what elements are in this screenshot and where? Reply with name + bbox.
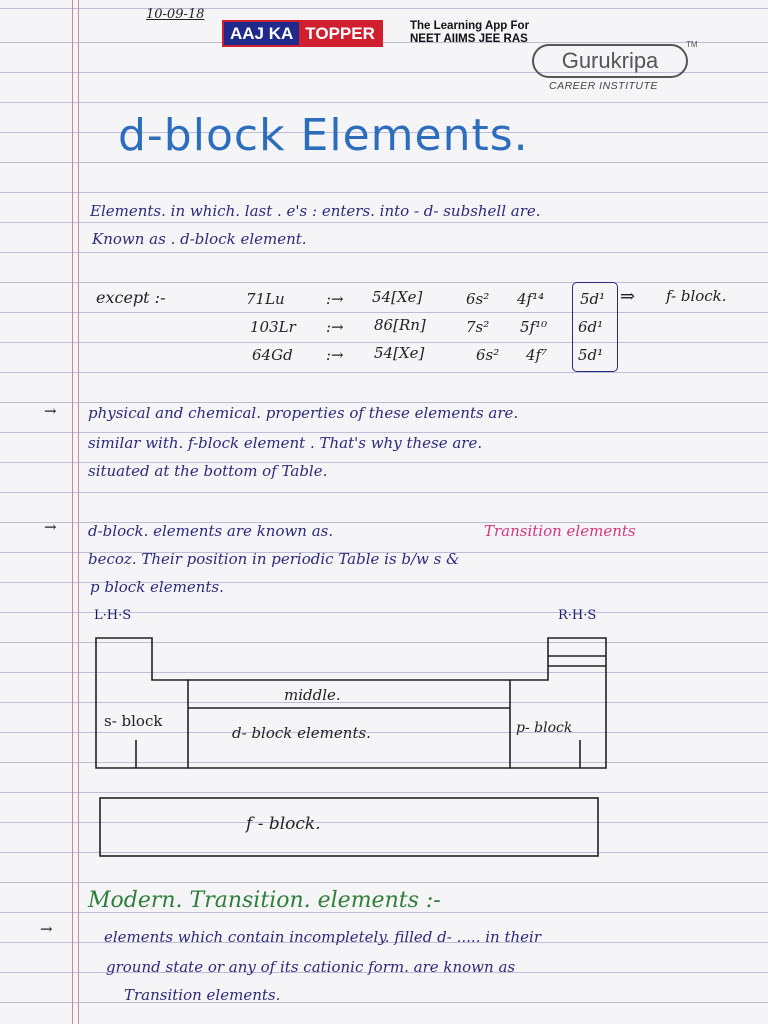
except-row1-s: 6s² — [466, 290, 490, 308]
except-row2-core: 86[Rn] — [374, 316, 426, 334]
except-row3-arrow: :→ — [326, 346, 344, 364]
logo-trademark: TM — [686, 40, 698, 49]
bullet-arrow-icon: → — [40, 920, 53, 938]
rhs-label: R·H·S — [558, 608, 597, 623]
except-row3-core: 54[Xe] — [374, 344, 425, 362]
except-row2-element: 103Lr — [250, 318, 296, 336]
except-row1-f: 4f¹⁴ — [517, 290, 545, 308]
tagline-line1: The Learning App For — [410, 20, 530, 32]
except-row2-f: 5f¹⁰ — [520, 318, 548, 336]
modern-line1: elements which contain incompletely. filled d- ..... in their — [104, 928, 541, 946]
point1-line1: physical and chemical. properties of these elements are. — [88, 404, 519, 422]
f-block-label: f - block. — [246, 814, 321, 834]
except-row2-d: 6d¹ — [578, 318, 604, 336]
intro-line1: Elements. in which. last . e's : enters. into - d- subshell are. — [90, 202, 541, 220]
except-row1-core: 54[Xe] — [372, 288, 423, 306]
intro-line2: Known as . d-block element. — [92, 230, 307, 248]
point1-line2: similar with. f-block element . That's why these are. — [88, 434, 483, 452]
d-block-label: d- block elements. — [232, 724, 371, 742]
except-row2-s: 7s² — [466, 318, 490, 336]
gurukripa-logo: Gurukripa — [532, 44, 688, 78]
except-row3-s: 6s² — [476, 346, 500, 364]
page-date: 10-09-18 — [146, 7, 205, 22]
modern-heading: Modern. Transition. elements :- — [88, 888, 441, 913]
except-label: except :- — [96, 288, 166, 307]
s-block-outline — [96, 638, 188, 768]
except-row1-arrow: :→ — [326, 290, 344, 308]
banner-left: AAJ KA — [224, 22, 299, 45]
point1-line3: situated at the bottom of Table. — [88, 462, 328, 480]
lhs-label: L·H·S — [94, 608, 132, 623]
f-block-outline — [100, 798, 598, 856]
except-row3-d: 5d¹ — [578, 346, 604, 364]
banner-right: TOPPER — [299, 22, 381, 45]
middle-label: middle. — [284, 686, 341, 704]
page-title: d-block Elements. — [118, 110, 529, 161]
except-row3-element: 64Gd — [252, 346, 293, 364]
tagline-line2: NEET AIIMS JEE RAS — [410, 33, 528, 45]
bullet-arrow-icon: → — [44, 402, 57, 420]
point2-line2: becoz. Their position in periodic Table is b/w s & — [88, 550, 460, 568]
point2-line3: p block elements. — [90, 578, 224, 596]
except-row3-f: 4f⁷ — [526, 346, 548, 364]
double-arrow-icon: ⇒ — [620, 286, 636, 307]
bullet-arrow-icon: → — [44, 518, 57, 536]
modern-line2: ground state or any of its cationic form. are known as — [106, 958, 516, 976]
except-row2-arrow: :→ — [326, 318, 344, 336]
p-block-outline — [510, 638, 606, 768]
except-row1-element: 71Lu — [246, 290, 285, 308]
point2-line1-start: d-block. elements are known as. — [88, 522, 334, 540]
logo-subtitle: CAREER INSTITUTE — [549, 80, 658, 92]
modern-line3: Transition elements. — [124, 986, 281, 1004]
except-row1-d: 5d¹ — [580, 290, 606, 308]
s-block-label: s- block — [104, 712, 163, 730]
point2-line1-highlight: Transition elements — [484, 522, 636, 540]
p-block-label: p- block — [516, 720, 573, 736]
except-note: f- block. — [666, 287, 727, 305]
